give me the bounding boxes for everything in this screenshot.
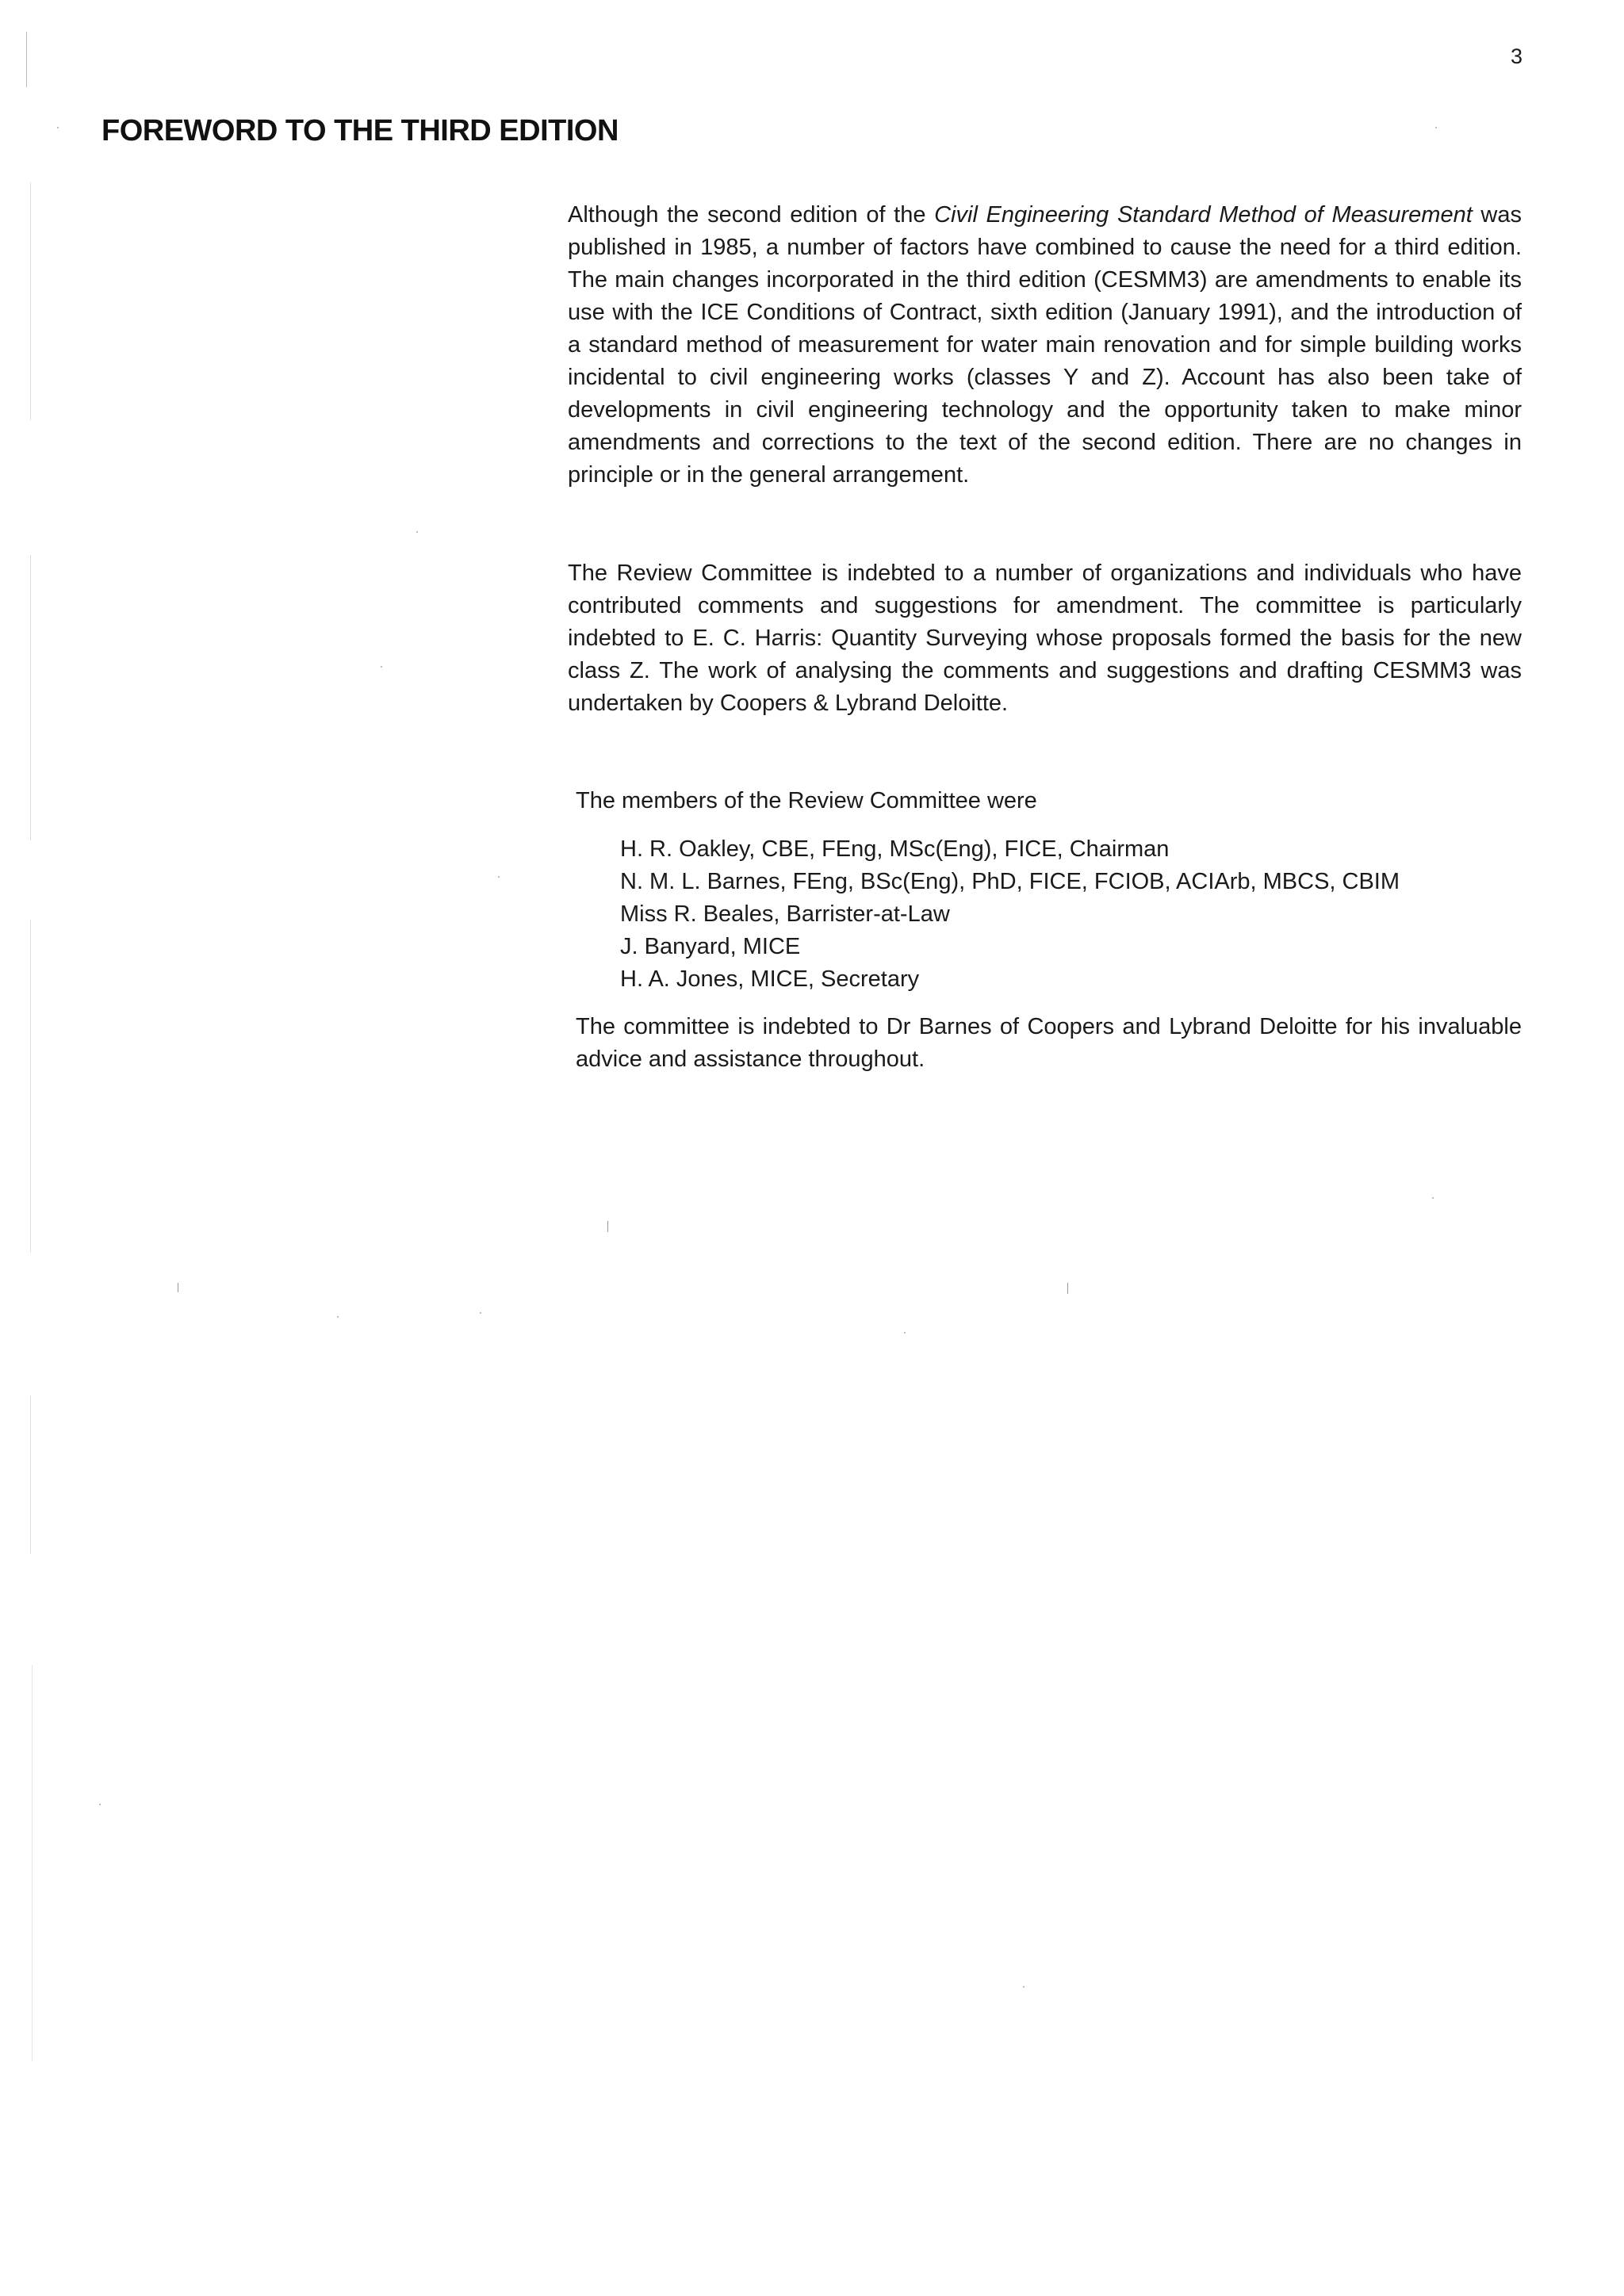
- members-intro: The members of the Review Committee were: [576, 788, 1037, 813]
- scan-artifact: [30, 1395, 31, 1554]
- scan-artifact: [416, 531, 418, 533]
- scan-artifact: [1023, 1986, 1025, 1988]
- scan-artifact: [26, 32, 27, 87]
- foreword-paragraph-1: [568, 199, 1522, 492]
- list-item: Miss R. Beales, Barrister-at-Law: [620, 901, 950, 927]
- scan-artifact: [32, 1665, 33, 2061]
- foreword-paragraph-3: The committee is indebted to Dr Barnes of Coopers and Lybrand Deloitte for his invaluable advice and assistance throughout.: [576, 1014, 1522, 1072]
- paragraph-text: was published in 1985, a number of factors have combined to cause the need for a third edition. The main changes incorporated in the third edition (CESMM3) are amendments to enable its use with the ICE Conditions of Contract, sixth edition (January 1991), and the introduction of a standard method of measurement for water main renovation and for simple building works incidental to civil engineering works (classes Y and Z). Account has also been take of developments in civil engineering technology and the opportunity taken to make minor amendments and corrections to the text of the second edition. There are no changes in principle or in the general arrangement.: [568, 202, 1522, 488]
- scan-artifact: [498, 876, 500, 878]
- page-number: 3: [1510, 44, 1522, 68]
- scan-artifact: [30, 920, 31, 1253]
- list-item: H. A. Jones, MICE, Secretary: [620, 966, 920, 992]
- publication-title: Civil Engineering Standard Method of Measurement: [934, 202, 1473, 228]
- scan-artifact: [30, 555, 31, 840]
- foreword-paragraph-2: The Review Committee is indebted to a number of organizations and individuals who have contributed comments and suggestions for amendment. The committee is particularly indebted to E. C. Harris: Quantity Surveying whose proposals formed the basis for the new class Z. The work of analysing the comments and suggestions and drafting CESMM3 was undertaken by Coopers & Lybrand Deloitte.: [568, 561, 1522, 716]
- paragraph-text: Although the second edition of the: [568, 202, 935, 228]
- scan-artifact: [337, 1316, 339, 1318]
- page-title: FOREWORD TO THE THIRD EDITION: [102, 114, 619, 147]
- scan-artifact: [480, 1312, 481, 1314]
- list-item: H. R. Oakley, CBE, FEng, MSc(Eng), FICE, Chairman: [620, 836, 1170, 862]
- scan-artifact: [1435, 127, 1437, 128]
- scan-artifact: [1067, 1283, 1068, 1294]
- scan-artifact: [1432, 1197, 1434, 1199]
- scan-artifact: [30, 182, 31, 420]
- scan-artifact: [607, 1221, 608, 1232]
- list-item: N. M. L. Barnes, FEng, BSc(Eng), PhD, FICE, FCIOB, ACIArb, MBCS, CBIM: [620, 869, 1400, 894]
- scan-artifact: [99, 1804, 101, 1805]
- scan-artifact: [381, 666, 382, 668]
- list-item: J. Banyard, MICE: [620, 934, 801, 959]
- scan-artifact: [904, 1332, 906, 1334]
- committee-members-list: [620, 833, 1400, 996]
- scan-artifact: [57, 127, 59, 128]
